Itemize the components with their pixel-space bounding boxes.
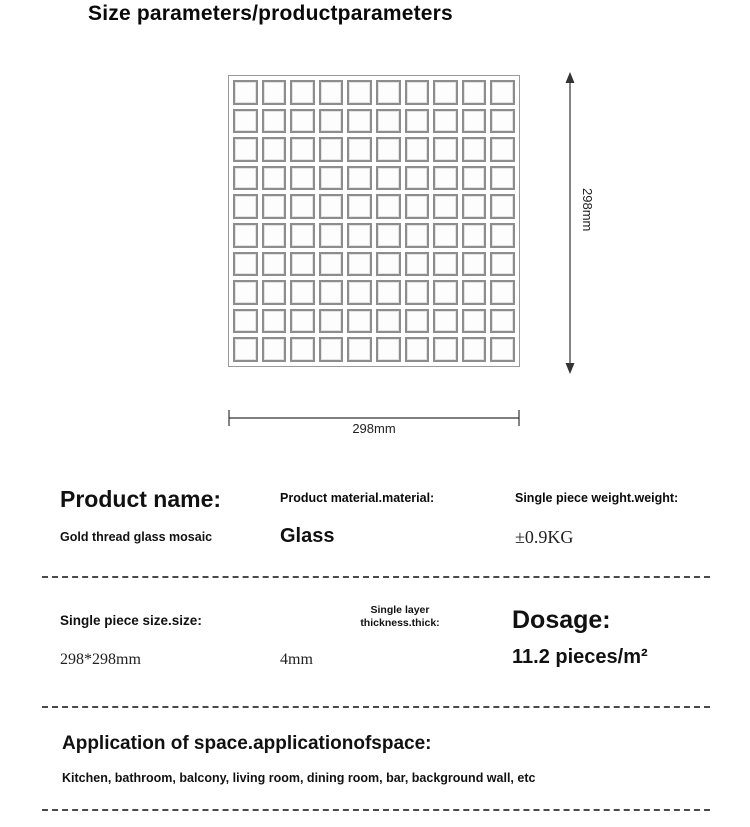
mosaic-tile bbox=[233, 166, 258, 191]
mosaic-tile bbox=[405, 223, 430, 248]
mosaic-tile bbox=[376, 280, 401, 305]
mosaic-tile bbox=[405, 80, 430, 105]
mosaic-tile bbox=[347, 80, 372, 105]
mosaic-tile bbox=[490, 337, 515, 362]
mosaic-tile bbox=[376, 309, 401, 334]
piece-size-label: Single piece size.size: bbox=[60, 613, 202, 628]
application-label: Application of space.applicationofspace: bbox=[62, 733, 432, 754]
piece-size-value: 298*298mm bbox=[60, 651, 141, 668]
width-dimension-label: 298mm bbox=[352, 421, 396, 436]
mosaic-tile bbox=[233, 280, 258, 305]
dashed-divider bbox=[42, 706, 710, 708]
mosaic-tile bbox=[347, 252, 372, 277]
mosaic-tile bbox=[262, 137, 287, 162]
mosaic-tile bbox=[233, 194, 258, 219]
mosaic-tile bbox=[405, 137, 430, 162]
mosaic-tile bbox=[262, 166, 287, 191]
mosaic-tile bbox=[290, 80, 315, 105]
mosaic-tile bbox=[347, 109, 372, 134]
mosaic-tile bbox=[347, 337, 372, 362]
mosaic-tile bbox=[462, 137, 487, 162]
dosage-label: Dosage: bbox=[512, 606, 611, 634]
mosaic-tile bbox=[233, 309, 258, 334]
mosaic-tile bbox=[490, 223, 515, 248]
height-dimension-label: 298mm bbox=[580, 188, 595, 232]
mosaic-tile bbox=[290, 252, 315, 277]
mosaic-tile bbox=[433, 280, 458, 305]
mosaic-tile bbox=[262, 194, 287, 219]
mosaic-tile bbox=[462, 80, 487, 105]
mosaic-tile bbox=[319, 109, 344, 134]
thickness-label bbox=[340, 604, 460, 630]
mosaic-tile bbox=[462, 166, 487, 191]
weight-label: Single piece weight.weight: bbox=[515, 491, 679, 505]
mosaic-tile bbox=[290, 337, 315, 362]
mosaic-tile bbox=[347, 194, 372, 219]
mosaic-tile bbox=[319, 252, 344, 277]
mosaic-tile bbox=[262, 223, 287, 248]
mosaic-tile bbox=[376, 223, 401, 248]
mosaic-tile bbox=[462, 109, 487, 134]
application-value: Kitchen, bathroom, balcony, living room, dining room, bar, background wall, etc bbox=[62, 771, 536, 785]
mosaic-tile bbox=[290, 137, 315, 162]
mosaic-tile bbox=[462, 223, 487, 248]
mosaic-tile bbox=[433, 166, 458, 191]
mosaic-tile bbox=[462, 337, 487, 362]
thickness-label-line1: Single layer bbox=[370, 604, 430, 616]
mosaic-tile bbox=[262, 337, 287, 362]
mosaic-tile bbox=[462, 280, 487, 305]
mosaic-tile bbox=[433, 223, 458, 248]
mosaic-tile bbox=[433, 194, 458, 219]
mosaic-tile bbox=[262, 109, 287, 134]
material-value: Glass bbox=[280, 525, 335, 547]
mosaic-tile bbox=[319, 80, 344, 105]
mosaic-tile bbox=[290, 280, 315, 305]
mosaic-tile bbox=[462, 252, 487, 277]
mosaic-tile bbox=[290, 223, 315, 248]
mosaic-tile bbox=[433, 337, 458, 362]
mosaic-tile bbox=[262, 309, 287, 334]
thickness-value: 4mm bbox=[280, 651, 313, 668]
mosaic-tile bbox=[405, 337, 430, 362]
mosaic-tile bbox=[490, 137, 515, 162]
mosaic-tile bbox=[233, 337, 258, 362]
mosaic-tile bbox=[233, 252, 258, 277]
mosaic-tile bbox=[490, 80, 515, 105]
mosaic-tile bbox=[490, 166, 515, 191]
mosaic-tile bbox=[405, 252, 430, 277]
mosaic-tile bbox=[433, 137, 458, 162]
mosaic-tile bbox=[433, 309, 458, 334]
mosaic-tile bbox=[490, 309, 515, 334]
mosaic-tile bbox=[347, 280, 372, 305]
mosaic-tile bbox=[290, 309, 315, 334]
mosaic-tile bbox=[290, 194, 315, 219]
mosaic-tile bbox=[376, 80, 401, 105]
weight-value: ±0.9KG bbox=[515, 527, 574, 547]
mosaic-tile bbox=[262, 80, 287, 105]
mosaic-tile bbox=[376, 166, 401, 191]
mosaic-tile bbox=[319, 166, 344, 191]
mosaic-tile bbox=[347, 166, 372, 191]
mosaic-tile bbox=[405, 194, 430, 219]
mosaic-tile bbox=[319, 194, 344, 219]
mosaic-tile bbox=[433, 252, 458, 277]
mosaic-tile bbox=[319, 280, 344, 305]
mosaic-tile-grid bbox=[228, 75, 520, 367]
product-name-value: Gold thread glass mosaic bbox=[60, 530, 213, 544]
page-title: Size parameters/productparameters bbox=[88, 2, 453, 25]
mosaic-tile bbox=[433, 109, 458, 134]
mosaic-tile bbox=[319, 137, 344, 162]
mosaic-tile bbox=[233, 223, 258, 248]
mosaic-tile bbox=[433, 80, 458, 105]
mosaic-tile bbox=[233, 109, 258, 134]
arrow-up-icon bbox=[566, 72, 575, 83]
mosaic-tile bbox=[376, 252, 401, 277]
mosaic-tile bbox=[233, 80, 258, 105]
mosaic-tile bbox=[347, 137, 372, 162]
mosaic-tile bbox=[490, 109, 515, 134]
mosaic-tile bbox=[462, 194, 487, 219]
mosaic-tile bbox=[262, 280, 287, 305]
dashed-divider bbox=[42, 576, 710, 578]
thickness-label-line2: thickness.thick: bbox=[360, 617, 440, 630]
mosaic-tile bbox=[405, 309, 430, 334]
mosaic-tile bbox=[376, 337, 401, 362]
mosaic-tile bbox=[490, 194, 515, 219]
mosaic-tile bbox=[376, 194, 401, 219]
mosaic-tile bbox=[233, 137, 258, 162]
mosaic-tile bbox=[376, 109, 401, 134]
arrow-down-icon bbox=[566, 363, 575, 374]
mosaic-tile bbox=[290, 109, 315, 134]
mosaic-tile bbox=[490, 252, 515, 277]
dashed-divider bbox=[42, 809, 710, 811]
mosaic-tile bbox=[490, 280, 515, 305]
mosaic-tile bbox=[405, 166, 430, 191]
product-name-label: Product name: bbox=[60, 486, 222, 512]
mosaic-tile bbox=[290, 166, 315, 191]
dosage-value: 11.2 pieces/m² bbox=[512, 646, 648, 668]
material-label: Product material.material: bbox=[280, 491, 435, 505]
mosaic-tile bbox=[347, 309, 372, 334]
mosaic-tile bbox=[347, 223, 372, 248]
height-dimension-line bbox=[560, 72, 580, 374]
mosaic-tile bbox=[405, 280, 430, 305]
mosaic-tile bbox=[262, 252, 287, 277]
mosaic-tile bbox=[319, 309, 344, 334]
mosaic-tile bbox=[376, 137, 401, 162]
mosaic-tile bbox=[319, 223, 344, 248]
mosaic-tile bbox=[405, 109, 430, 134]
mosaic-tile bbox=[319, 337, 344, 362]
mosaic-tile bbox=[462, 309, 487, 334]
